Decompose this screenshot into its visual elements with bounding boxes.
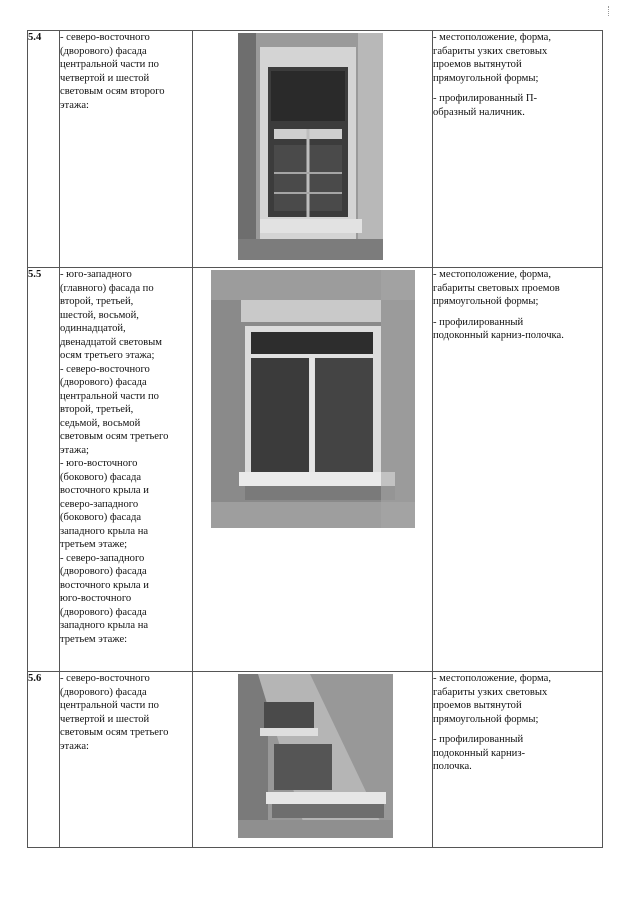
photo-cell xyxy=(193,268,433,672)
window-photo xyxy=(238,33,383,260)
features-cell xyxy=(433,268,603,672)
feature-item: - местоположение, форма, габариты узких световых проемов вытянутой прямоугольной формы; xyxy=(433,673,551,725)
window-photo xyxy=(211,270,415,528)
row-number: 5.4 xyxy=(28,31,60,268)
row-number: 5.6 xyxy=(28,672,60,848)
feature-item: - профилированный подоконный карниз- полочка. xyxy=(433,734,526,772)
table-row xyxy=(28,672,603,848)
location-text: - северо-восточного (дворового) фасада центральной части по четвертой и шестой световым осям второго этажа: xyxy=(60,32,165,111)
location-cell xyxy=(60,268,193,672)
protected-elements-table xyxy=(27,30,603,848)
window-photo xyxy=(238,674,393,838)
features-cell xyxy=(433,31,603,268)
feature-item: - местоположение, форма, габариты узких световых проемов вытянутой прямоугольной формы; xyxy=(433,32,551,84)
location-cell xyxy=(60,31,193,268)
photo-cell xyxy=(193,31,433,268)
location-text: - северо-восточного (дворового) фасада центральной части по четвертой и шестой световым осям третьего этажа: xyxy=(60,673,169,752)
location-cell xyxy=(60,672,193,848)
row-number: 5.5 xyxy=(28,268,60,672)
location-text: - юго-западного (главного) фасада по второй, третьей, шестой, восьмой, одиннадцатой, двенадцатой световым осям третьего этажа; - северо-восточного (дворового) фасада центральной части по второй, третьей, седьмой, восьмой световым осям третьего этажа; - юго-восточного (бокового) фасада восточного крыла и северо-западного (бокового) фасада западного крыла на третьем этаже; - северо-западного (дворового) фасада восточного крыла и юго-восточного (дворового) фасада западного крыла на третьем этаже: xyxy=(60,269,169,645)
features-cell xyxy=(433,672,603,848)
feature-item: - местоположение, форма, габариты световых проемов прямоугольной формы; xyxy=(433,269,560,307)
photo-cell xyxy=(193,672,433,848)
feature-item: - профилированный подоконный карниз-полочка. xyxy=(433,316,564,341)
table-row xyxy=(28,31,603,268)
table-row xyxy=(28,268,603,672)
feature-item: - профилированный П- образный наличник. xyxy=(433,93,538,118)
page-corner-mark xyxy=(608,6,611,16)
